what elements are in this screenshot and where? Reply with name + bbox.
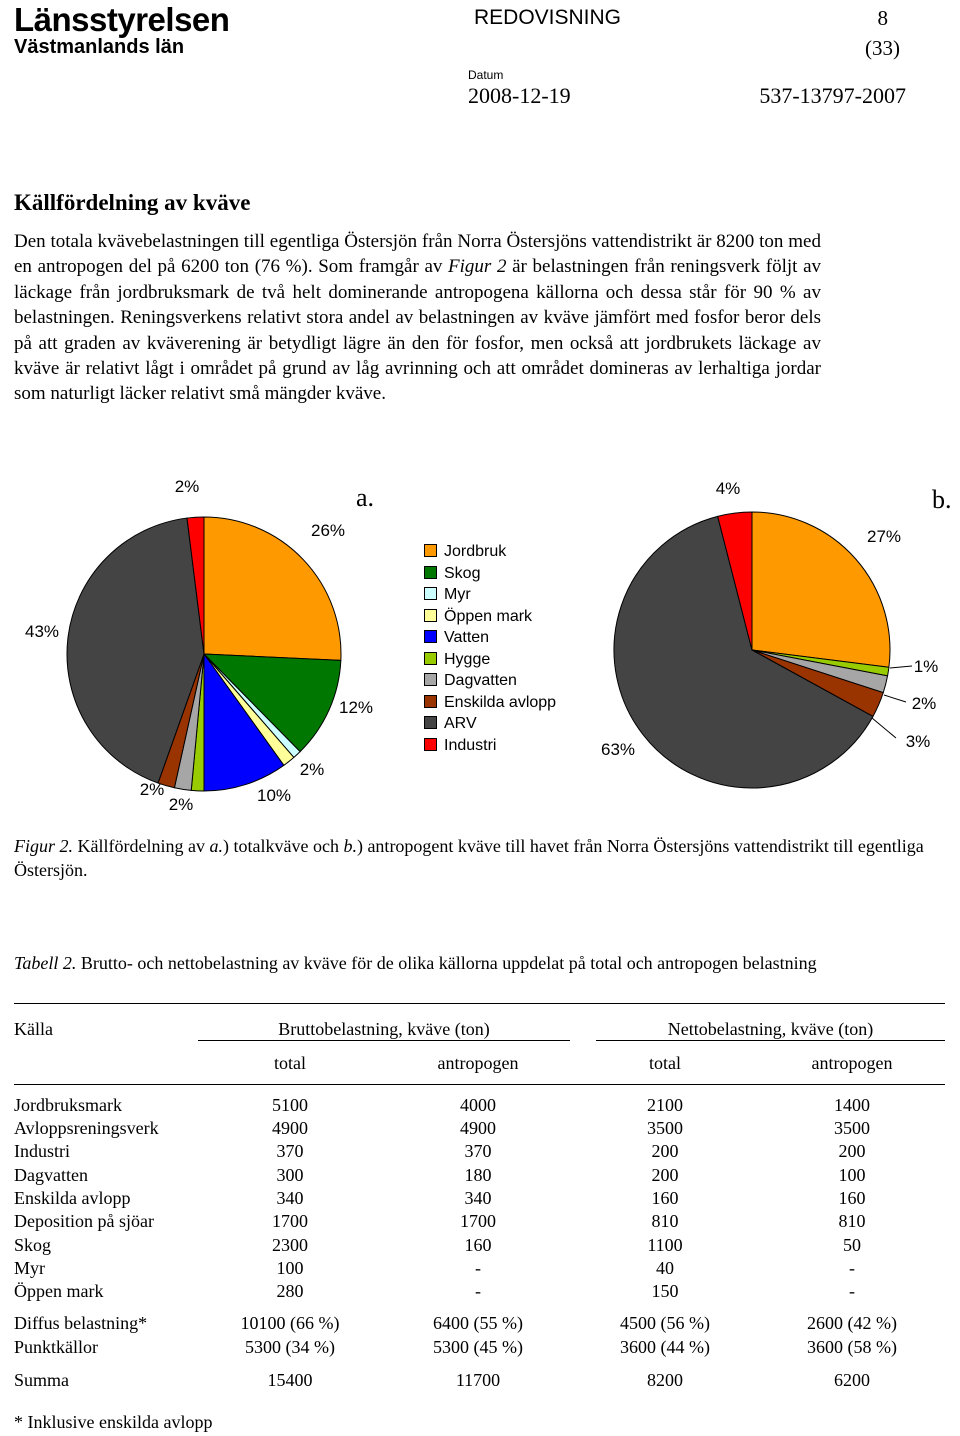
table-row-cell-source: Skog (14, 1235, 52, 1255)
summary-row-cell-gross-anthropogenic: 5300 (45 %) (433, 1337, 523, 1357)
table-row-cell-gross-total: 370 (276, 1141, 304, 1161)
pie-a-data-label: 43% (24, 622, 60, 641)
summary-row-cell-gross-anthropogenic: 6400 (55 %) (433, 1313, 523, 1333)
pie-b-data-label: 1% (913, 657, 939, 676)
pie-b-data-label: 3% (905, 732, 931, 751)
table-row-cell-net-total: 810 (651, 1211, 679, 1231)
table-row-cell-source: Myr (14, 1258, 45, 1278)
table-caption-text: Brutto- och nettobelastning av kväve för de olika källorna uppdelat på total och antropogen belastning (76, 953, 817, 973)
figure-caption-a: a. (209, 836, 223, 856)
table-row-cell-net-total: 200 (651, 1141, 679, 1161)
date-label: Datum (468, 68, 504, 82)
pie-b-data-label: 2% (911, 694, 937, 713)
table-row-cell-gross-anthropogenic: 340 (464, 1188, 492, 1208)
summary-row-cell-gross-total: 10100 (66 %) (240, 1313, 340, 1333)
pie-a-data-label: 12% (338, 698, 374, 717)
legend-label: Enskilda avlopp (444, 693, 557, 711)
summary-row-cell-gross-total: 5300 (34 %) (245, 1337, 335, 1357)
table-row-cell-gross-total: 300 (276, 1165, 304, 1185)
section-heading: Källfördelning av kväve (14, 190, 251, 215)
summary-row-cell-net-total: 4500 (56 %) (620, 1313, 710, 1333)
pie-panel-label: b. (932, 485, 952, 514)
table-row-cell-gross-total: 2300 (272, 1235, 308, 1255)
net-group-rule (596, 1040, 945, 1041)
pie-b-data-label: 63% (600, 740, 636, 759)
legend-label: Skog (444, 564, 481, 582)
total-row-cell-gross-anthropogenic: 11700 (455, 1370, 501, 1390)
summary-row-cell-source: Diffus belastning* (14, 1313, 148, 1333)
table-row-cell-net-anthropogenic: 810 (838, 1211, 866, 1231)
logo-title: Länsstyrelsen (14, 1, 230, 38)
table-row-cell-net-total: 200 (651, 1165, 679, 1185)
column-group-gross: Bruttobelastning, kväve (ton) (278, 1019, 490, 1039)
table-row-cell-gross-total: 100 (276, 1258, 304, 1278)
legend-label: Dagvatten (444, 672, 517, 689)
figure-caption-text-3: ) antropogent kväve till havet från Norra Östersjöns vattendistrikt till egentliga Östersjön. (14, 836, 924, 880)
table-row-cell-source: Enskilda avlopp (14, 1188, 131, 1208)
table-header-rule (14, 1084, 945, 1085)
subheader-net-total: total (649, 1053, 681, 1073)
total-row-cell-gross-total: 15400 (267, 1370, 313, 1390)
table-row-cell-net-anthropogenic: - (849, 1281, 855, 1301)
total-row-cell-net-anthropogenic: 6200 (834, 1370, 870, 1390)
table-row-cell-net-anthropogenic: 3500 (834, 1118, 870, 1138)
gross-group-rule (198, 1040, 570, 1041)
table-row-cell-net-anthropogenic: 50 (843, 1235, 861, 1255)
total-row-cell-net-total: 8200 (647, 1370, 683, 1390)
figure-caption-text-2: ) totalkväve och (222, 836, 344, 856)
summary-row-cell-net-anthropogenic: 2600 (42 %) (807, 1313, 897, 1333)
table-row-cell-gross-total: 4900 (272, 1118, 308, 1138)
pie-a-data-label: 10% (256, 786, 292, 805)
table-row-cell-gross-anthropogenic: - (475, 1281, 481, 1301)
subheader-gross-total: total (274, 1053, 306, 1073)
table-row-cell-net-total: 2100 (647, 1095, 683, 1115)
pie-a-data-label: 2% (174, 477, 200, 496)
paragraph-part-2: är belastningen från reningsverk följt av läckage från jordbruksmark de två helt dominerande antropogena källorna och dessa står för 90 % av belastningen. Reningsverkens relativt stora andel av belastningen av kväve jämfört med fosfor beror dels på att graden av kväverening är betydligt lägre än den för fosfor, men också att jordbrukets läckage av kväve är relativt lågt i området på grund av låg avrinning och att området domineras av lerhaltiga jordar som naturligt läcker relativt små mängder kväve. (14, 256, 822, 405)
legend-label: ARV (444, 715, 477, 732)
pie-a-data-label: 2% (139, 780, 165, 799)
page-number: 8 (877, 6, 888, 30)
column-header-source: Källa (14, 1019, 53, 1039)
table-row-cell-gross-anthropogenic: 4000 (460, 1095, 496, 1115)
table-row-cell-source: Industri (14, 1141, 70, 1161)
subheader-net-anthropogenic: antropogen (811, 1053, 893, 1073)
summary-row-cell-source: Punktkällor (14, 1337, 98, 1357)
table-row-cell-gross-anthropogenic: - (475, 1258, 481, 1278)
pie-a-data-label: 2% (299, 760, 325, 779)
table-row-cell-gross-anthropogenic: 160 (464, 1235, 492, 1255)
table-row-cell-gross-anthropogenic: 4900 (460, 1118, 496, 1138)
legend-label: Industri (444, 736, 497, 754)
total-row-cell-source: Summa (14, 1370, 70, 1390)
figure-caption-label: Figur 2. (14, 836, 74, 856)
table-row-cell-gross-anthropogenic: 180 (464, 1165, 492, 1185)
figure-caption-text-1: Källfördelning av (73, 836, 210, 856)
summary-row-cell-net-total: 3600 (44 %) (620, 1337, 710, 1357)
table-row-cell-source: Öppen mark (14, 1281, 104, 1301)
pie-b-data-label: 27% (866, 527, 902, 546)
table-row-cell-source: Jordbruksmark (14, 1095, 122, 1115)
document-type: REDOVISNING (474, 6, 622, 29)
logo-subtitle: Västmanlands län (14, 36, 185, 58)
summary-row-cell-net-anthropogenic: 3600 (58 %) (807, 1337, 897, 1357)
legend-label: Öppen mark (444, 607, 533, 625)
table-row-cell-net-total: 3500 (647, 1118, 683, 1138)
table-caption-label: Tabell 2. (14, 953, 77, 973)
table-row-cell-net-anthropogenic: 100 (838, 1165, 866, 1185)
table-row-cell-source: Avloppsreningsverk (14, 1118, 159, 1138)
table-row-cell-gross-total: 280 (276, 1281, 304, 1301)
legend-label: Hygge (444, 650, 491, 668)
table-row-cell-gross-total: 5100 (272, 1095, 308, 1115)
legend-label: Jordbruk (444, 543, 507, 560)
pie-a-data-label: 26% (310, 521, 346, 540)
table-row-cell-net-anthropogenic: 200 (838, 1141, 866, 1161)
table-row-cell-net-anthropogenic: - (849, 1258, 855, 1278)
table-row-cell-net-total: 1100 (647, 1235, 683, 1255)
document-date: 2008-12-19 (468, 83, 571, 108)
page-count: (33) (865, 36, 900, 60)
table-row-cell-net-total: 150 (651, 1281, 679, 1301)
legend-label: Myr (444, 586, 471, 603)
figure-caption-b: b. (343, 836, 357, 856)
table-row-cell-net-total: 160 (651, 1188, 679, 1208)
table-row-cell-net-total: 40 (656, 1258, 674, 1278)
subheader-gross-anthropogenic: antropogen (437, 1053, 519, 1073)
legend-label: Vatten (444, 629, 490, 646)
table-row-cell-source: Deposition på sjöar (14, 1211, 154, 1231)
table-row-cell-source: Dagvatten (14, 1165, 88, 1185)
table-row-cell-gross-total: 340 (276, 1188, 304, 1208)
paragraph-part-1: Den totala kvävebelastningen till egentliga Östersjön från Norra Östersjöns vattendistrikt är 8200 ton med en antropogen del på 6200 ton (76 %). Som framgår av (14, 231, 821, 278)
reference-number: 537-13797-2007 (759, 83, 906, 108)
pie-panel-label: a. (356, 483, 375, 512)
table-row-cell-net-anthropogenic: 1400 (834, 1095, 870, 1115)
column-group-net: Nettobelastning, kväve (ton) (667, 1019, 874, 1039)
table-row-cell-net-anthropogenic: 160 (838, 1188, 866, 1208)
pie-a-data-label: 2% (168, 795, 194, 814)
table-row-cell-gross-total: 1700 (272, 1211, 308, 1231)
pie-b-data-label: 4% (715, 479, 741, 498)
figure-reference: Figur 2 (448, 256, 507, 278)
table-row-cell-gross-anthropogenic: 370 (464, 1141, 492, 1161)
table-footnote: * Inklusive enskilda avlopp (14, 1412, 213, 1432)
table-row-cell-gross-anthropogenic: 1700 (460, 1211, 496, 1231)
